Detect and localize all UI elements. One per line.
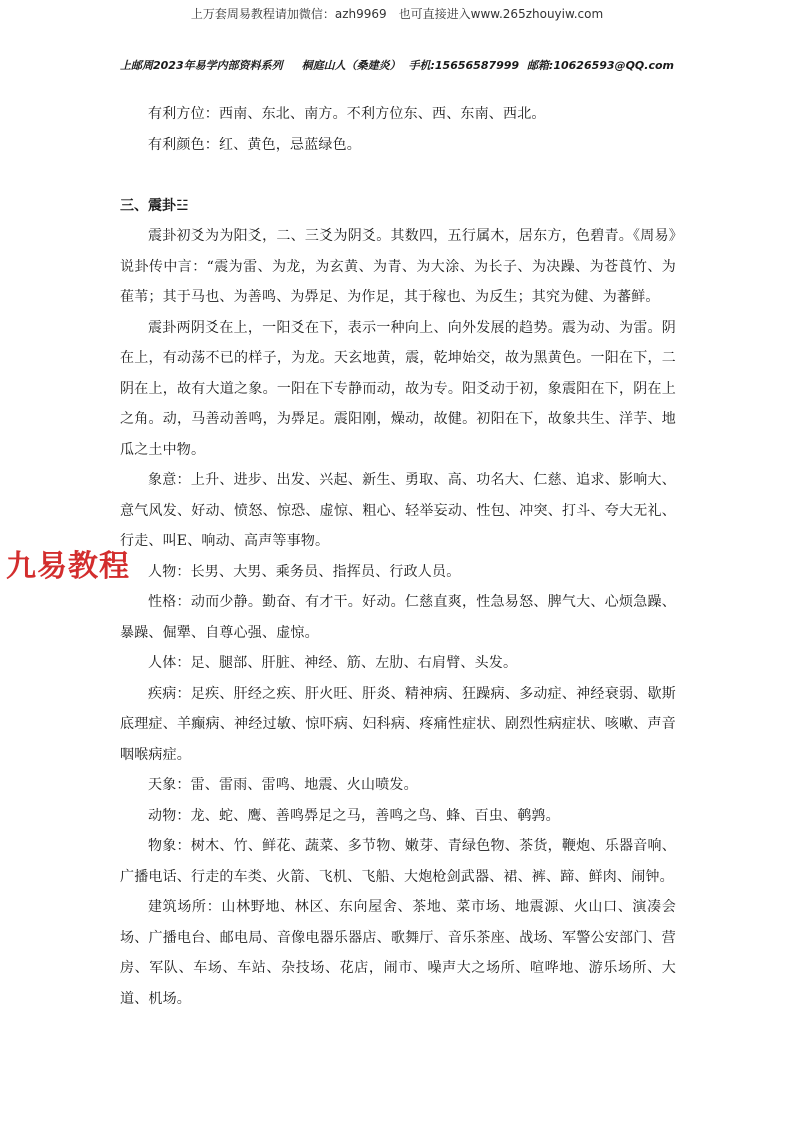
paragraph-body: 人体：足、腿部、肝脏、神经、筋、左肋、右肩臂、头发。 (148, 655, 518, 671)
paragraph-people: 人物：长男、大男、乘务员、指挥员、行政人员。 (148, 563, 461, 580)
spacer (120, 160, 676, 191)
document-body (120, 99, 676, 1014)
header-author: 桐庭山人（桑建炎） (301, 59, 401, 72)
favorable-color: 有利颜色：红、黄色，忌蓝绿色。 (148, 136, 361, 153)
paragraph-places: 建筑场所：山林野地、林区、东向屋舍、茶地、菜市场、地震源、火山口、演凑会场、广播电台、邮电局、音像电器乐器店、歌舞厅、音乐茶座、战场、军警公安部门、营房、军队、车场、车站、杂技场、花店，闹市、噪声大之场所、喧哗地、游乐场所、大道、机场。 (120, 899, 676, 1007)
paragraph-symbolism: 象意：上升、进步、出发、兴起、新生、勇取、高、功名大、仁慈、追求、影响大、意气风发、好动、愤怒、惊恐、虚惊、粗心、轻举妄动、性包、冲突、打斗、夸大无礼、行走、叫E、响动、高声等事物。 (120, 472, 676, 549)
page-header (120, 58, 680, 74)
header-email: 邮箱:10626593@QQ.com (526, 59, 674, 72)
header-contact (302, 58, 674, 74)
favorable-direction: 有利方位：西南、东北、南方。不利方位东、西、东南、西北。 (148, 106, 546, 122)
paragraph-character: 性格：动而少静。勤奋、有才干。好动。仁慈直爽，性急易怒、脾气大、心烦急躁、暴躁、倔犟、自尊心强、虚惊。 (120, 594, 676, 641)
paragraph-explanation: 震卦两阴爻在上，一阳爻在下，表示一种向上、向外发展的趋势。震为动、为雷。阴在上，有动荡不已的样子，为龙。天玄地黄，震，乾坤始交，故为黑黄色。一阳在下，二阴在上，故有大道之象。一阳在下专静而动，故为专。阳爻动于初，象震阳在下，阴在上之角。动，马善动善鸣，为馵足。震阳刚，燥动，故健。初阳在下，故象共生、洋芋、地瓜之土中物。 (120, 319, 676, 458)
paragraph-weather: 天象：雷、雷雨、雷鸣、地震、火山喷发。 (148, 777, 418, 793)
section-heading-zhen: 三、震卦☳ (120, 198, 189, 214)
top-banner: 上万套周易教程请加微信：azh9969 也可直接进入www.265zhouyiw.com (190, 7, 604, 21)
paragraph-disease: 疾病：足疾、肝经之疾、肝火旺、肝炎、精神病、狂躁病、多动症、神经衰弱、歇斯底理症、羊癫病、神经过敏、惊吓病、妇科病、疼痛性症状、剧烈性病症状、咳嗽、声音咽喉病症。 (120, 685, 676, 763)
paragraph-animals: 动物：龙、蛇、鹰、善鸣馵足之马，善鸣之鸟、蜂、百虫、鹌鹑。 (148, 807, 560, 824)
paragraph-intro: 震卦初爻为为阳爻，二、三爻为阴爻。其数四，五行属木，居东方，色碧青。《周易》说卦传中言：“震为雷、为龙，为玄黄、为青、为大涂、为长子、为决躁、为苍莨竹、为萑苇；其于马也、为善鸣、为馵足、为作足，其于稼也、为反生；其究为健、为蕃鲜。 (120, 228, 676, 305)
header-phone: 手机:15656587999 (408, 59, 520, 72)
paragraph-objects: 物象：树木、竹、鲜花、蔬菜、多节物、嫩芽、青绿色物、茶货，鞭炮、乐器音响、广播电话、行走的车类、火箭、飞机、飞船、大炮枪剑武器、裙、裤、蹄、鲜肉、闹钟。 (120, 838, 676, 885)
header-series-title: 上邮周2023年易学内部资料系列 (120, 59, 283, 72)
watermark-logo: 九易教程 (6, 549, 130, 584)
